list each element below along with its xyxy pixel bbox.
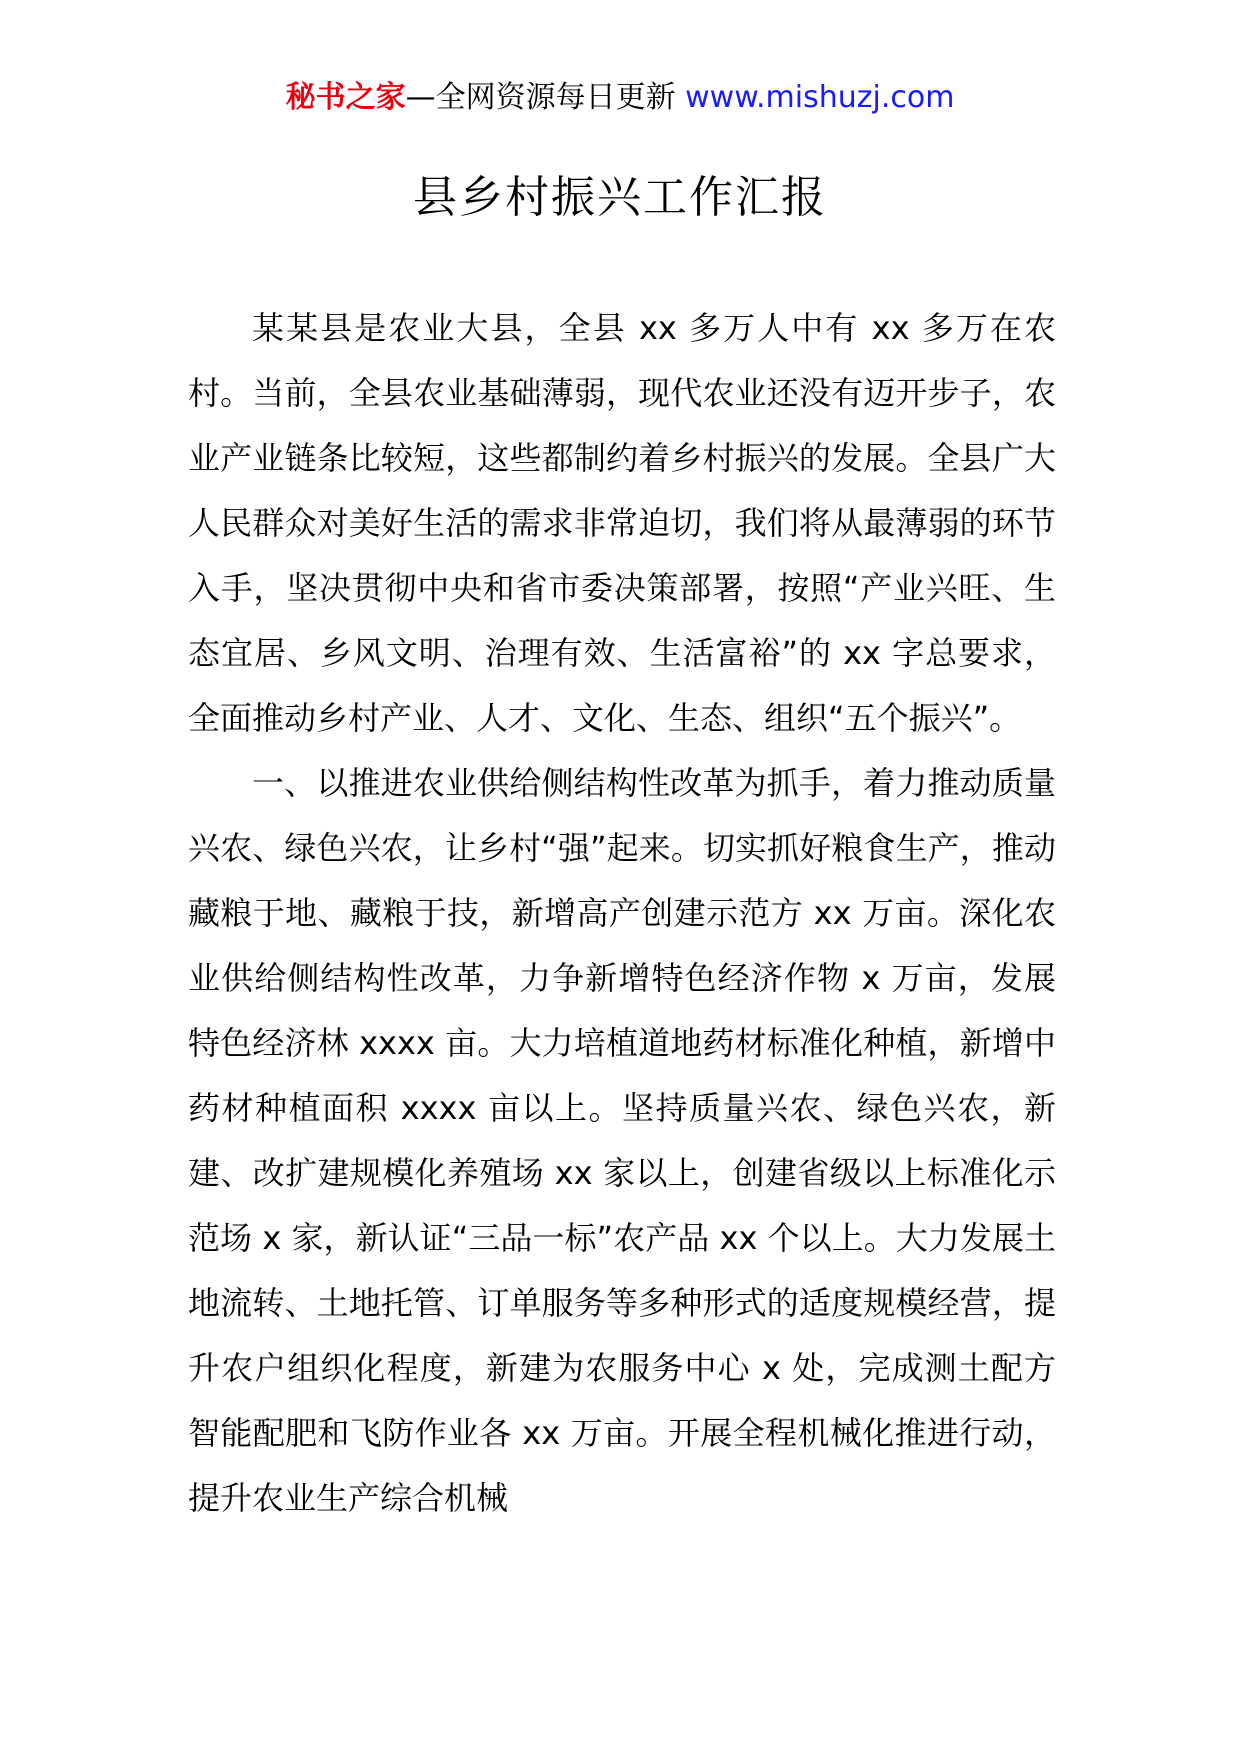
site-tagline: —全网资源每日更新 — [405, 80, 686, 115]
paragraph-intro: 某某县是农业大县，全县 xx 多万人中有 xx 多万在农村。当前，全县农业基础薄弱，现代农业还没有迈开步子，农业产业链条比较短，这些都制约着乡村振兴的发展。全县广大人民群众对美好生活的需求非常迫切，我们将从最薄弱的环节入手，坚决贯彻中央和省市委决策部署，按照“产业兴旺、生态宜居、乡风文明、治理有效、生活富裕”的 xx 字总要求，全面推动乡村产业、人才、文化、生态、组织“五个振兴”。 — [188, 309, 1056, 737]
document-title: 县乡村振兴工作汇报 — [413, 172, 827, 223]
paragraph-section-one: 一、以推进农业供给侧结构性改革为抓手，着力推动质量兴农、绿色兴农，让乡村“强”起来。切实抓好粮食生产，推动藏粮于地、藏粮于技，新增高产创建示范方 xx 万亩。深化农业供给侧结构性改革，力争新增特色经济作物 x 万亩，发展特色经济林 xxxx 亩。大力培植道地药材标准化种植，新增中药材种植面积 xxxx 亩以上。坚持质量兴农、绿色兴农，新建、改扩建规模化养殖场 xx 家以上，创建省级以上标准化示范场 x 家，新认证“三品一标”农产品 xx 个以上。大力发展土地流转、土地托管、订单服务等多种形式的适度规模经营，提升农户组织化程度，新建为农服务中心 x 处，完成测土配方智能配肥和飞防作业各 xx 万亩。开展全程机械化推进行动，提升农业生产综合机械 — [188, 764, 1056, 1517]
document-body — [188, 296, 1056, 1531]
site-url-link[interactable]: www.mishuzj.com — [685, 80, 955, 115]
site-header — [0, 78, 1240, 118]
site-brand: 秘书之家 — [285, 80, 406, 115]
